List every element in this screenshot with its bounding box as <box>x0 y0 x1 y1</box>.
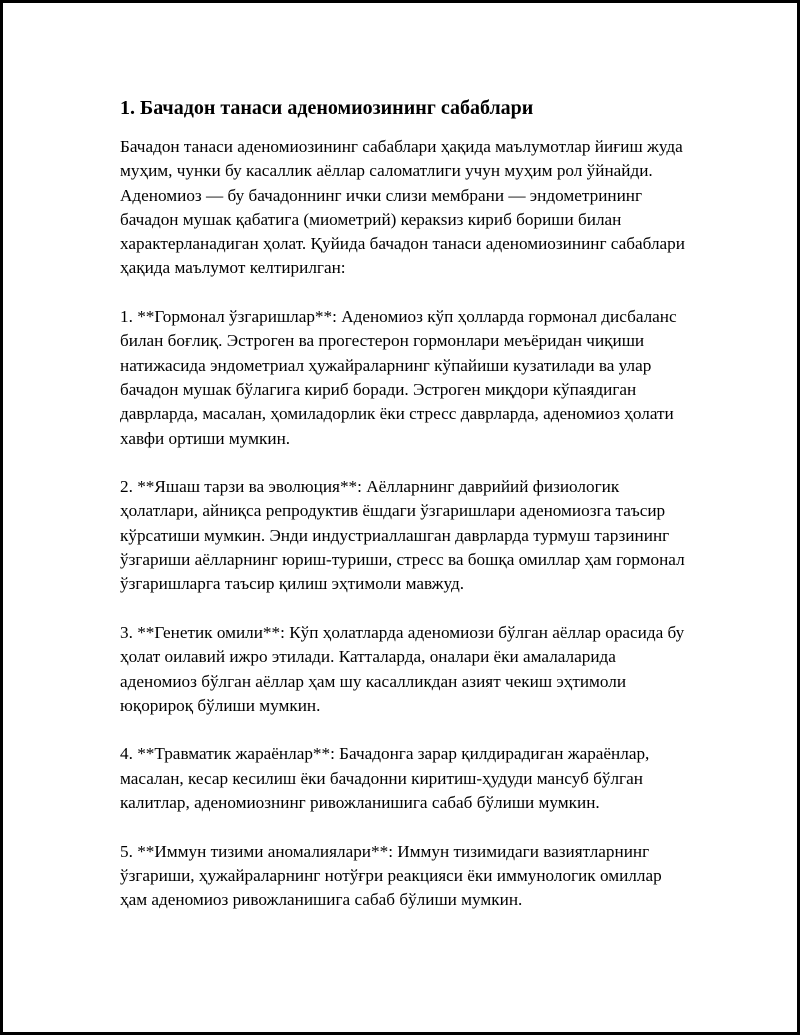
cause-paragraph-lifestyle: 2. **Яшаш тарзи ва эволюция**: Аёлларнинг даврийий физиологик ҳолатлари, айниқса репродуктив ёшдаги ўзгаришлари аденомиозга таъсир кўрсатиши мумкин. Энди индустриаллашган даврларда турмуш тарзининг ўзгариши аёлларнинг юриш-туриши, стресс ва бошқа омиллар ҳам гормонал ўзгаришларга таъсир қилиш эҳтимоли мавжуд. <box>120 477 685 594</box>
cause-paragraph-genetic: 3. **Генетик омили**: Кўп ҳолатларда аденомиози бўлган аёллар орасида бу ҳолат оилавий ижро этилади. Катталарда, оналари ёки амалаларида аденомиоз бўлган аёллар ҳам шу касалликдан азият чекиш эҳтимоли юқорироқ бўлиши мумкин. <box>120 622 685 715</box>
document-body <box>120 95 692 937</box>
cause-paragraph-immune: 5. **Иммун тизими аномалиялари**: Иммун тизимидаги вазиятларнинг ўзгариши, ҳужайраларнинг нотўғри реакцияси ёки иммунологик омиллар ҳам аденомиоз ривожланишига сабаб бўлиши мумкин. <box>120 841 662 910</box>
cause-paragraph-trauma: 4. **Травматик жараёнлар**: Бачадонга зарар қилдирадиган жараёнлар, масалан, кесар кесилиш ёки бачадонни киритиш-ҳудуди мансуб бўлган калитлар, аденомиознинг ривожланишига сабаб бўлиши мумкин. <box>120 744 650 813</box>
cause-paragraph-hormonal: 1. **Гормонал ўзгаришлар**: Аденомиоз кўп ҳолларда гормонал дисбаланс билан боғлиқ. Эстроген ва прогестерон гормонлари меъёридан чиқиши натижасида эндометриал ҳужайраларнинг кўпайиши кузатилади ва улар бачадон мушак бўлагига кириб боради. Эстроген миқдори кўпаядиган даврларда, масалан, ҳомиладорлик ёки стресс даврларда, аденомиоз ҳолати хавфи ортиши мумкин. <box>120 307 677 448</box>
document-title: 1. Бачадон танаси аденомиозининг сабаблари <box>120 97 534 119</box>
intro-paragraph: Бачадон танаси аденомиозининг сабаблари ҳақида маълумотлар йиғиш жуда муҳим, чунки бу касаллик аёллар саломатлиги учун муҳим рол ўйнайди. Аденомиоз — бу бачадоннинг ички слизи мембрани — эндометрининг бачадон мушак қабатига (миометрий) керакsиз кириб бориши билан характерланадиган ҳолат. Қуйида бачадон танаси аденомиозининг сабаблари ҳақида маълумот келтирилган: <box>120 137 685 278</box>
